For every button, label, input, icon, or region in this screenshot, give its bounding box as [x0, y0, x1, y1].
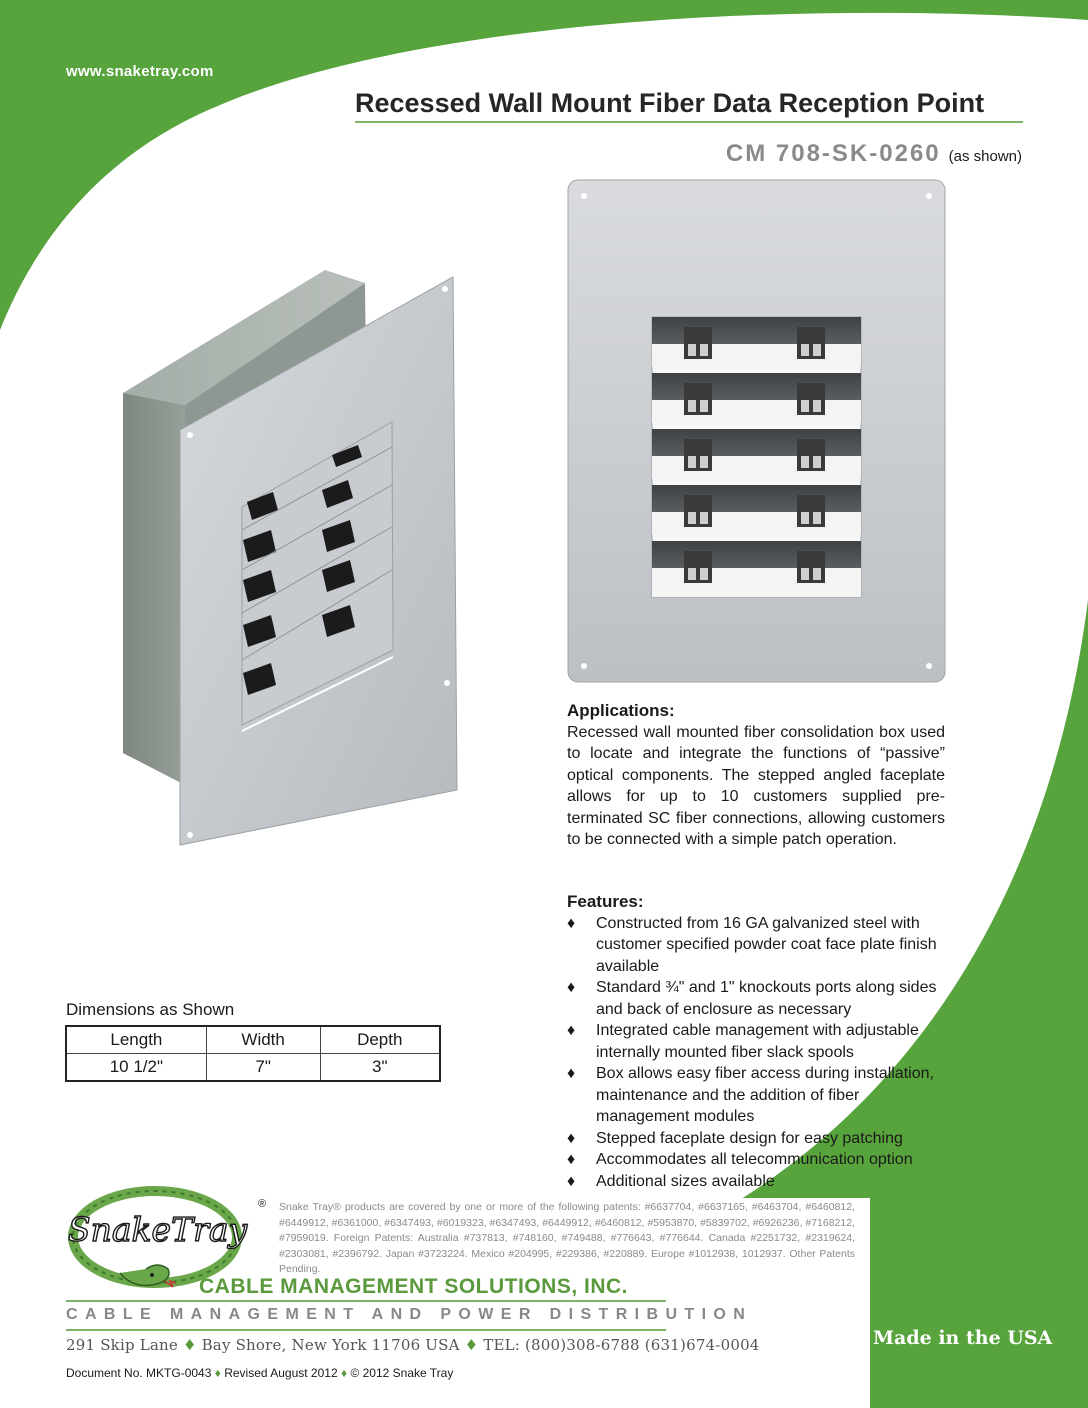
page-title: Recessed Wall Mount Fiber Data Reception Point — [355, 88, 1023, 123]
made-in-usa: Made in the USA — [873, 1327, 1053, 1349]
feature-item: ♦ Accommodates all telecommunication option — [567, 1149, 945, 1171]
table-row — [66, 1054, 440, 1082]
divider — [66, 1329, 666, 1331]
value-width: 7" — [206, 1054, 320, 1082]
port-row — [652, 541, 861, 597]
model-code: CM 708-SK-0260 — [725, 140, 941, 167]
table-header-row — [66, 1026, 440, 1054]
port-row — [652, 373, 861, 423]
applications-text: Recessed wall mounted fiber consolidation box used to locate and integrate the functions of “passive” optical components. The stepped angled faceplate allows for up to 10 customers supplied pre-terminated SC fiber connections, allowing customers to be connected with a simple patch operation. — [567, 723, 945, 848]
bullet-icon: ♦ — [567, 979, 576, 996]
applications-section — [567, 700, 945, 851]
feature-item: ♦ Box allows easy fiber access during installation, maintenance and the addition of fiber management modules — [567, 1065, 934, 1125]
feature-item: ♦ Stepped faceplate design for easy patching — [567, 1128, 945, 1150]
header-width: Width — [206, 1026, 320, 1054]
feature-item: ♦ Additional sizes available — [567, 1171, 945, 1193]
bullet-icon: ♦ — [567, 1129, 576, 1147]
svg-text:SnakeTray: SnakeTray — [68, 1210, 248, 1249]
dimensions-caption: Dimensions as Shown — [66, 1000, 235, 1019]
feature-item: ♦ Standard ¾" and 1" knockouts ports along sides and back of enclosure as necessary — [567, 979, 937, 1018]
features-section — [567, 891, 945, 1192]
bullet-icon: ♦ — [567, 1065, 576, 1082]
divider — [66, 1300, 666, 1302]
value-depth: 3" — [320, 1054, 440, 1082]
patents-text: Snake Tray® products are covered by one or more of the following patents: #6637704, #6637165, #6463704, #6460812, #6449912, #6361000, #6347493, #6019323, #6347493, #6449912, #6460812, #5953870, #5839702, #6926236, #7168212, #7959019. Foreign Patents: Australia #737813, #748160, #749488, #776643, #776644. Canada #2251732, #2319624, #2303081, #2396792. Japan #3723224. Mexico #204995, #229386, #220889. Europe #1012938, 1012937. Other Patents Pending. — [279, 1201, 855, 1275]
company-name: CABLE MANAGEMENT SOLUTIONS, INC. — [199, 1275, 628, 1298]
features-heading: Features: — [567, 892, 644, 911]
feature-item: ♦ Integrated cable management with adjustable internally mounted fiber slack spools — [567, 1022, 919, 1061]
model-note: (as shown) — [948, 148, 1022, 165]
dimensions-table — [65, 1025, 441, 1082]
feature-item: ♦ Constructed from 16 GA galvanized steel with customer specified powder coat face plate finish available — [567, 914, 937, 975]
tagline: CABLE MANAGEMENT AND POWER DISTRIBUTION — [66, 1306, 753, 1323]
header-depth: Depth — [320, 1026, 440, 1054]
port-row — [652, 485, 861, 535]
bullet-icon: ♦ — [567, 914, 576, 932]
product-isometric-image — [115, 265, 465, 850]
bullet-icon: ♦ — [567, 1022, 576, 1039]
website-url[interactable]: www.snaketray.com — [66, 63, 214, 80]
document-info: Document No. MKTG-0043 ♦ Revised August 2012 ♦ © 2012 Snake Tray — [66, 1366, 454, 1380]
value-length: 10 1/2" — [66, 1054, 206, 1082]
address: 291 Skip Lane ♦ Bay Shore, New York 11706 USA ♦ TEL: (800)308-6788 (631)674-0004 — [66, 1336, 760, 1354]
bullet-icon: ♦ — [567, 1151, 576, 1168]
model-number — [726, 140, 1022, 168]
port-row — [652, 429, 861, 479]
port-row — [652, 317, 861, 367]
product-front-view-image — [567, 179, 946, 683]
header-length: Length — [66, 1026, 206, 1054]
bullet-icon: ♦ — [567, 1172, 576, 1190]
svg-text:®: ® — [258, 1198, 267, 1210]
applications-heading: Applications: — [567, 701, 675, 720]
